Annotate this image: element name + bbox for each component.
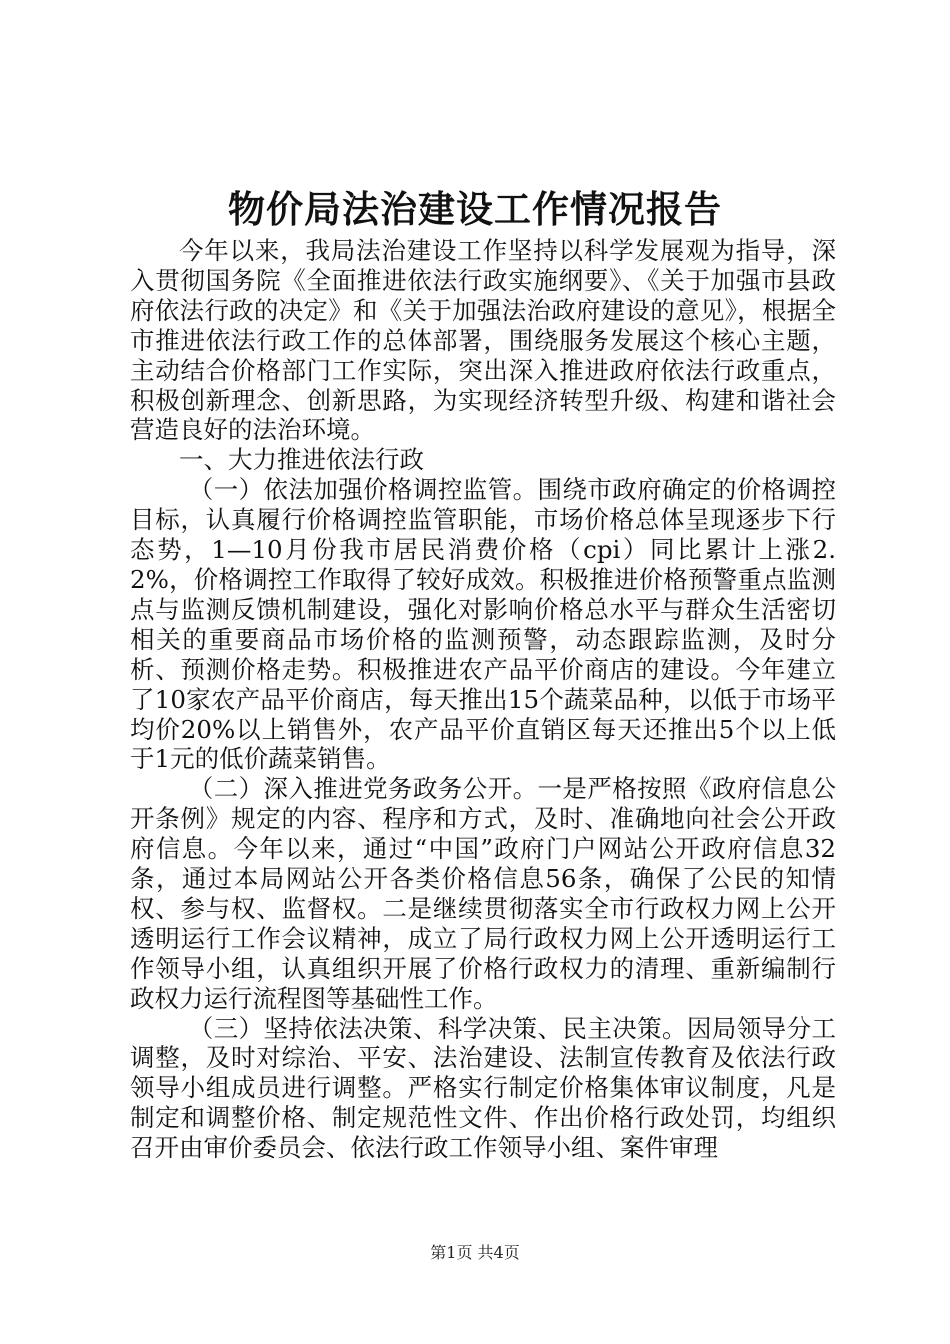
intro-paragraph: 今年以来，我局法治建设工作坚持以科学发展观为指导，深入贯彻国务院《全面推进依法行政实施纲要》、《关于加强市县政府依法行政的决定》和《关于加强法治政府建设的意见》，根据全市推进依法行政工作的总体部署，围绕服务发展这个核心主题，主动结合价格部门工作实际，突出深入推进政府依法行政重点，积极创新理念、创新思路，为实现经济转型升级、构建和谐社会营造良好的法治环境。 (130, 236, 836, 445)
subsection-paragraph-3: （三）坚持依法决策、科学决策、民主决策。因局领导分工调整，及时对综治、平安、法治建设、法制宣传教育及依法行政领导小组成员进行调整。严格实行制定价格集体审议制度，凡是制定和调整价格、制定规范性文件、作出价格行政处罚，均组织召开由审价委员会、依法行政工作领导小组、案件审理 (130, 1013, 836, 1163)
document-body (130, 236, 836, 1163)
subsection-paragraph-1: （一）依法加强价格调控监管。围绕市政府确定的价格调控目标，认真履行价格调控监管职能，市场价格总体呈现逐步下行态势，1—10月份我市居民消费价格（cpi）同比累计上涨2.2%，价格调控工作取得了较好成效。积极推进价格预警重点监测点与监测反馈机制建设，强化对影响价格总水平与群众生活密切相关的重要商品市场价格的监测预警，动态跟踪监测，及时分析、预测价格走势。积极推进农产品平价商店的建设。今年建立了10家农产品平价商店，每天推出15个蔬菜品种，以低于市场平均价20%以上销售外，农产品平价直销区每天还推出5个以上低于1元的低价蔬菜销售。 (130, 475, 836, 774)
subsection-paragraph-2: （二）深入推进党务政务公开。一是严格按照《政府信息公开条例》规定的内容、程序和方式，及时、准确地向社会公开政府信息。今年以来，通过“中国”政府门户网站公开政府信息32条，通过本局网站公开各类价格信息56条，确保了公民的知情权、参与权、监督权。二是继续贯彻落实全市行政权力网上公开透明运行工作会议精神，成立了局行政权力网上公开透明运行工作领导小组，认真组织开展了价格行政权力的清理、重新编制行政权力运行流程图等基础性工作。 (130, 774, 836, 1013)
page-footer: 第1页 共4页 (430, 1243, 520, 1262)
document-title: 物价局法治建设工作情况报告 (228, 187, 722, 231)
section-heading: 一、大力推进依法行政 (179, 445, 424, 475)
